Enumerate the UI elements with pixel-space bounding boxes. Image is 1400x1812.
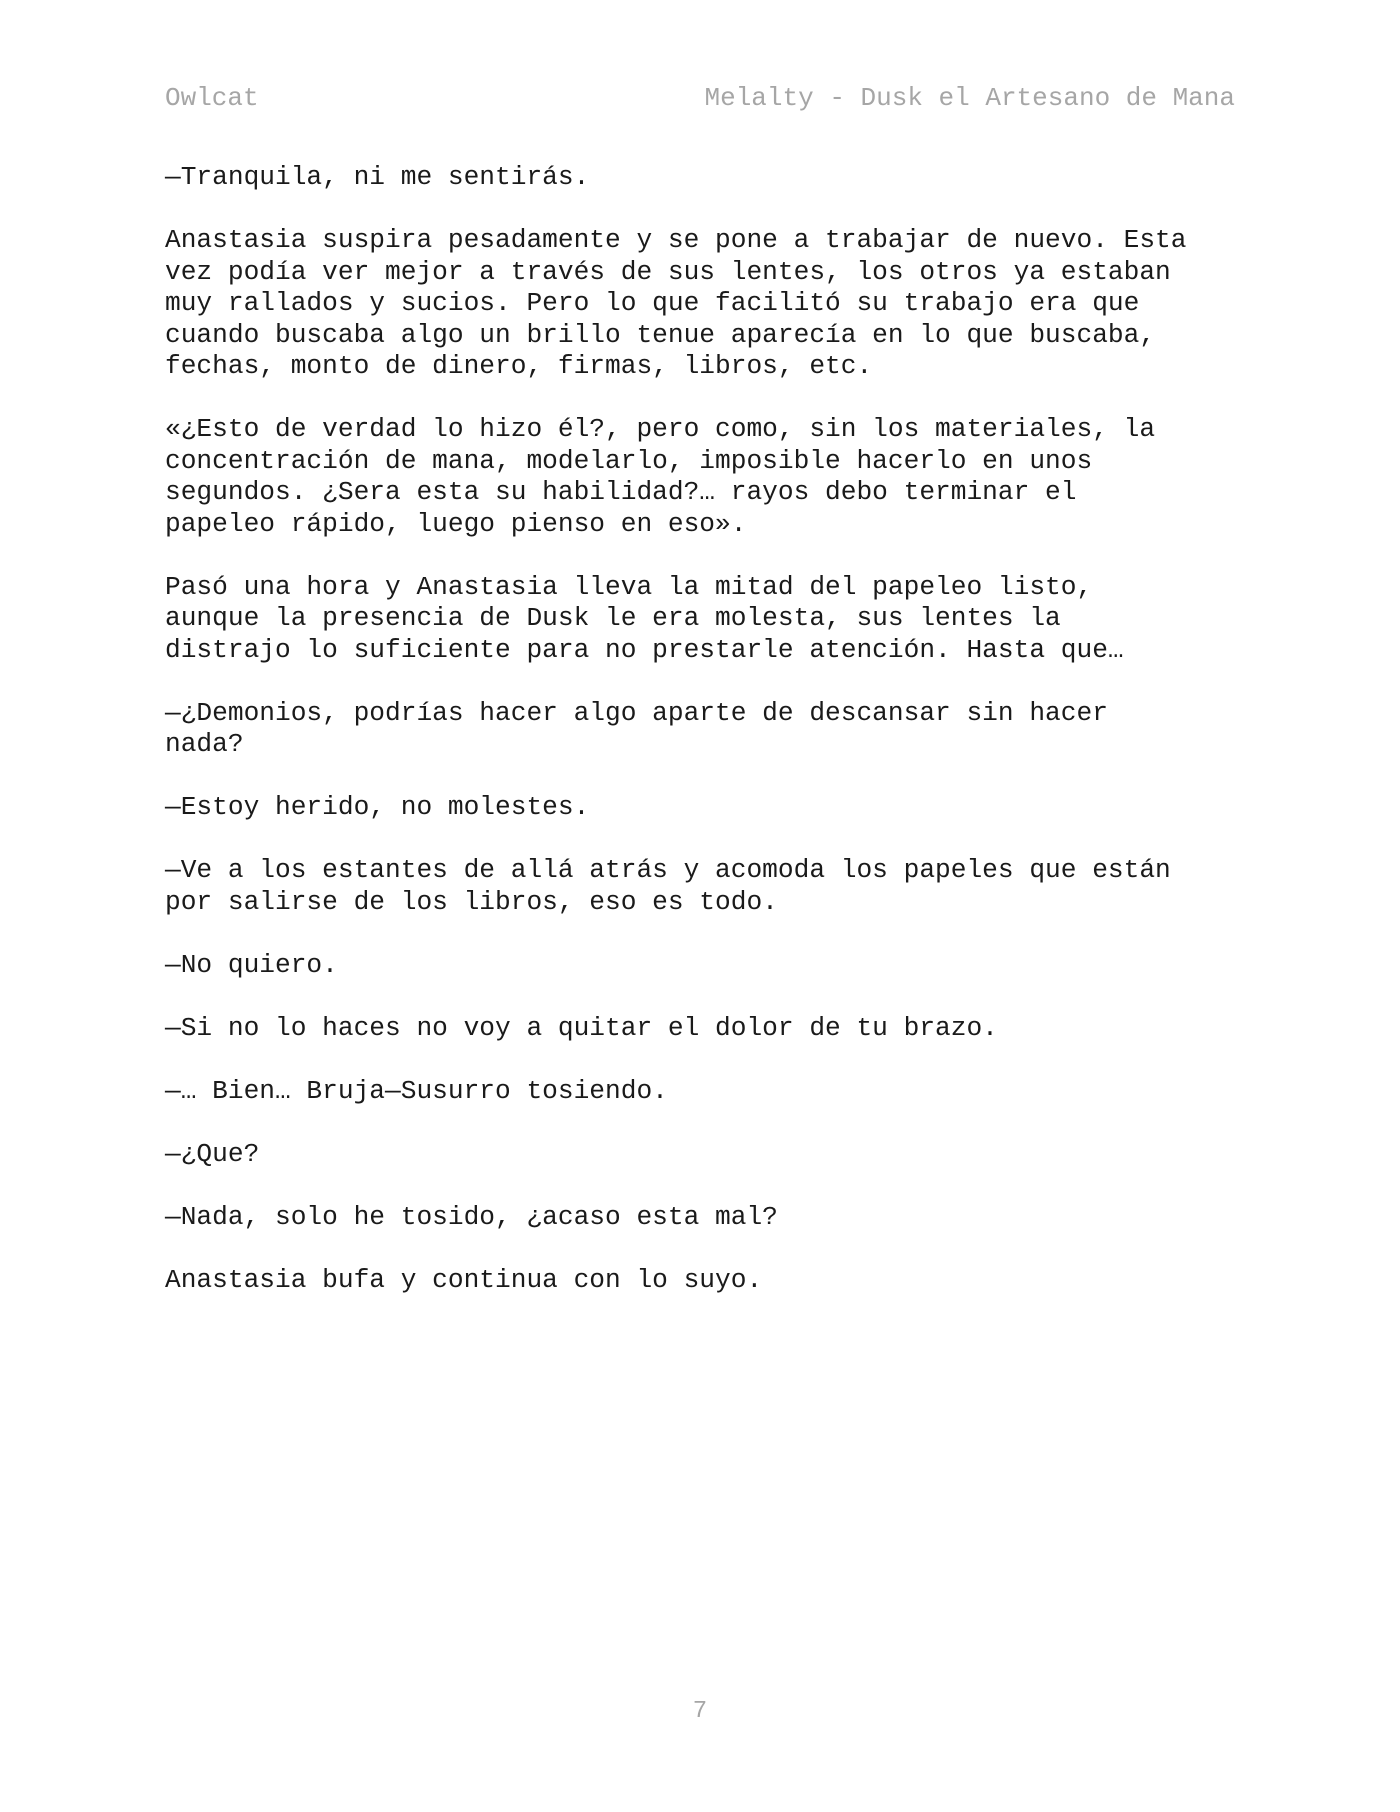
text-line: distrajo lo suficiente para no prestarle atención. Hasta que… xyxy=(165,634,1124,665)
text-line: —Nada, solo he tosido, ¿acaso esta mal? xyxy=(165,1201,778,1232)
page-number: 7 xyxy=(692,1698,708,1725)
paragraph xyxy=(165,698,1245,761)
paragraph xyxy=(165,1076,1245,1108)
paragraph xyxy=(165,950,1245,982)
paragraph xyxy=(165,414,1245,540)
document-body xyxy=(165,162,1245,1328)
text-line: concentración de mana, modelarlo, imposible hacerlo en unos xyxy=(165,445,1093,476)
text-line: cuando buscaba algo un brillo tenue aparecía en lo que buscaba, xyxy=(165,319,1156,350)
paragraph xyxy=(165,572,1245,667)
text-line: «¿Esto de verdad lo hizo él?, pero como, sin los materiales, la xyxy=(165,414,1156,444)
text-line: —Tranquila, ni me sentirás. xyxy=(165,162,590,192)
text-line: —¿Demonios, podrías hacer algo aparte de descansar sin hacer xyxy=(165,697,1108,728)
paragraph xyxy=(165,1265,1245,1297)
text-line: —¿Que? xyxy=(165,1138,260,1169)
text-line: —Ve a los estantes de allá atrás y acomoda los papeles que están xyxy=(165,855,1171,885)
text-line: por salirse de los libros, eso es todo. xyxy=(165,886,778,917)
text-line: vez podía ver mejor a través de sus lentes, los otros ya estaban xyxy=(165,256,1171,287)
text-line: Anastasia suspira pesadamente y se pone a trabajar de nuevo. Esta xyxy=(165,225,1187,255)
paragraph xyxy=(165,1202,1245,1234)
text-line: segundos. ¿Sera esta su habilidad?… rayos debo terminar el xyxy=(165,477,1077,507)
paragraph xyxy=(165,1139,1245,1171)
paragraph xyxy=(165,855,1245,918)
paragraph xyxy=(165,1013,1245,1045)
text-line: papeleo rápido, luego pienso en eso». xyxy=(165,508,747,539)
paragraph xyxy=(165,225,1245,383)
paragraph xyxy=(165,162,1245,194)
text-line: Anastasia bufa y continua con lo suyo. xyxy=(165,1264,763,1295)
text-line: muy rallados y sucios. Pero lo que facilitó su trabajo era que xyxy=(165,288,1140,318)
text-line: —Estoy herido, no molestes. xyxy=(165,792,590,822)
header-title: Melalty - Dusk el Artesano de Mana xyxy=(704,83,1235,113)
text-line: fechas, monto de dinero, firmas, libros, etc. xyxy=(165,351,873,381)
paragraph xyxy=(165,792,1245,824)
text-line: Pasó una hora y Anastasia lleva la mitad del papeleo listo, xyxy=(165,571,1093,602)
text-line: —… Bien… Bruja—Susurro tosiendo. xyxy=(165,1075,668,1106)
text-line: —No quiero. xyxy=(165,949,338,980)
page-header xyxy=(165,80,1235,116)
text-line: nada? xyxy=(165,729,244,759)
header-author: Owlcat xyxy=(165,83,259,113)
text-line: —Si no lo haces no voy a quitar el dolor de tu brazo. xyxy=(165,1012,998,1043)
text-line: aunque la presencia de Dusk le era molesta, sus lentes la xyxy=(165,603,1061,633)
